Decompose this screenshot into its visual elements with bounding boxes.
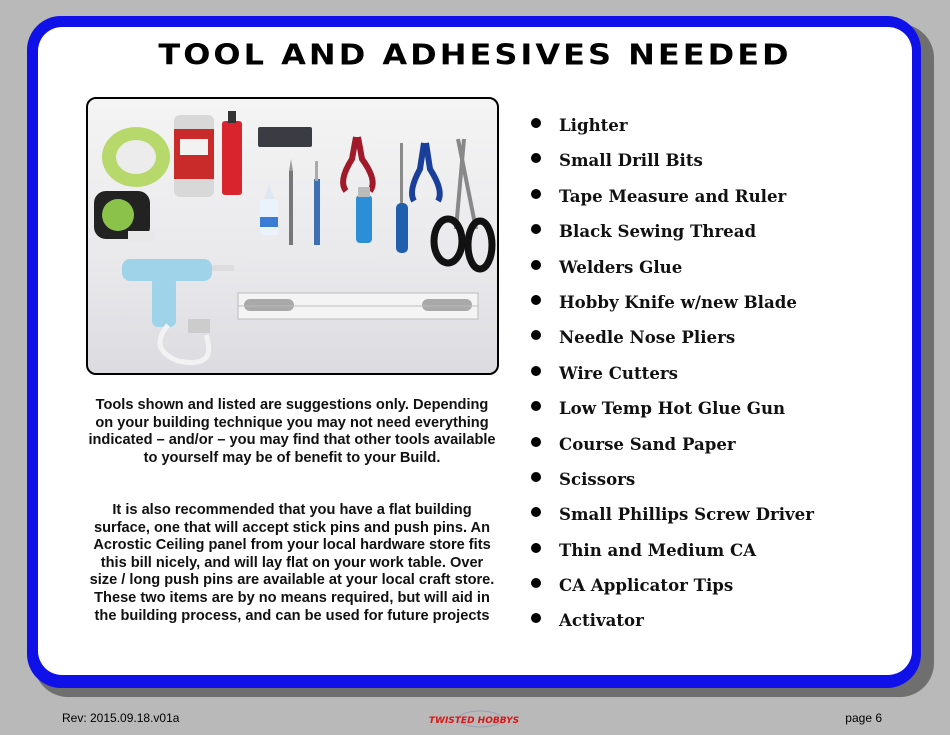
tools-photo: [86, 97, 499, 375]
bullet-icon: [531, 153, 541, 163]
bullet-icon: [531, 260, 541, 270]
list-item: Hobby Knife w/new Blade: [528, 290, 814, 325]
list-item: Small Phillips Screw Driver: [528, 502, 814, 537]
list-item: Lighter: [528, 113, 814, 148]
bullet-icon: [531, 543, 541, 553]
tape-measure-image: [94, 191, 154, 241]
screwdriver-image: [396, 143, 408, 253]
list-item: Course Sand Paper: [528, 432, 814, 467]
bullet-icon: [531, 472, 541, 482]
pliers-blue-image: [412, 143, 440, 201]
ca-bottle-image: [260, 183, 278, 235]
glue-tube-image: [222, 111, 242, 195]
bullet-icon: [531, 578, 541, 588]
spray-can-image: [174, 115, 214, 197]
description-paragraph-2: It is also recommended that you have a flat building surface, one that will accept stick pins and push pins. An Acrostic Ceiling panel from your local hardware store fits this bill nicely, and will lay flat on your work table. Over size / long push pins are available at your local craft store. These two items are by no means required, but will aid in the building process, and can be used for future projects: [89, 502, 495, 624]
list-item: Needle Nose Pliers: [528, 325, 814, 360]
list-item: Welders Glue: [528, 255, 814, 290]
list-item: Low Temp Hot Glue Gun: [528, 396, 814, 431]
list-item: Small Drill Bits: [528, 148, 814, 183]
glue-gun-image: [122, 259, 234, 363]
bullet-icon: [531, 295, 541, 305]
tape-roll-image: [102, 127, 170, 187]
list-item: Wire Cutters: [528, 361, 814, 396]
bullet-icon: [531, 437, 541, 447]
tool-list: [528, 113, 814, 644]
revision-label: Rev: 2015.09.18.v01a: [62, 711, 180, 725]
logo-text: TWISTED HOBBYS: [428, 716, 520, 726]
bullet-icon: [531, 401, 541, 411]
list-item: Activator: [528, 608, 814, 643]
bullet-icon: [531, 507, 541, 517]
page-title: TOOL AND ADHESIVES NEEDED: [158, 38, 792, 72]
list-item: Thin and Medium CA: [528, 538, 814, 573]
pliers-red-image: [343, 137, 373, 191]
bullet-icon: [531, 366, 541, 376]
bullet-icon: [531, 613, 541, 623]
ruler-image: [238, 293, 478, 319]
bullet-icon: [531, 189, 541, 199]
scissors-image: [434, 139, 492, 269]
lighter-image: [356, 187, 372, 243]
description-paragraph-1: Tools shown and listed are suggestions only. Depending on your building technique you may not need everything indicated – and/or – you may find that other tools available to yourself may be of benefit to your Build.: [88, 397, 496, 466]
list-item: Black Sewing Thread: [528, 219, 814, 254]
page-number: page 6: [845, 711, 882, 725]
bullet-icon: [531, 330, 541, 340]
list-item: Scissors: [528, 467, 814, 502]
bullet-icon: [531, 118, 541, 128]
hobby-knife-image: [289, 159, 320, 245]
list-item: CA Applicator Tips: [528, 573, 814, 608]
list-item: Tape Measure and Ruler: [528, 184, 814, 219]
thread-image: [258, 127, 312, 147]
bullet-icon: [531, 224, 541, 234]
twisted-hobbys-logo: [422, 710, 526, 728]
